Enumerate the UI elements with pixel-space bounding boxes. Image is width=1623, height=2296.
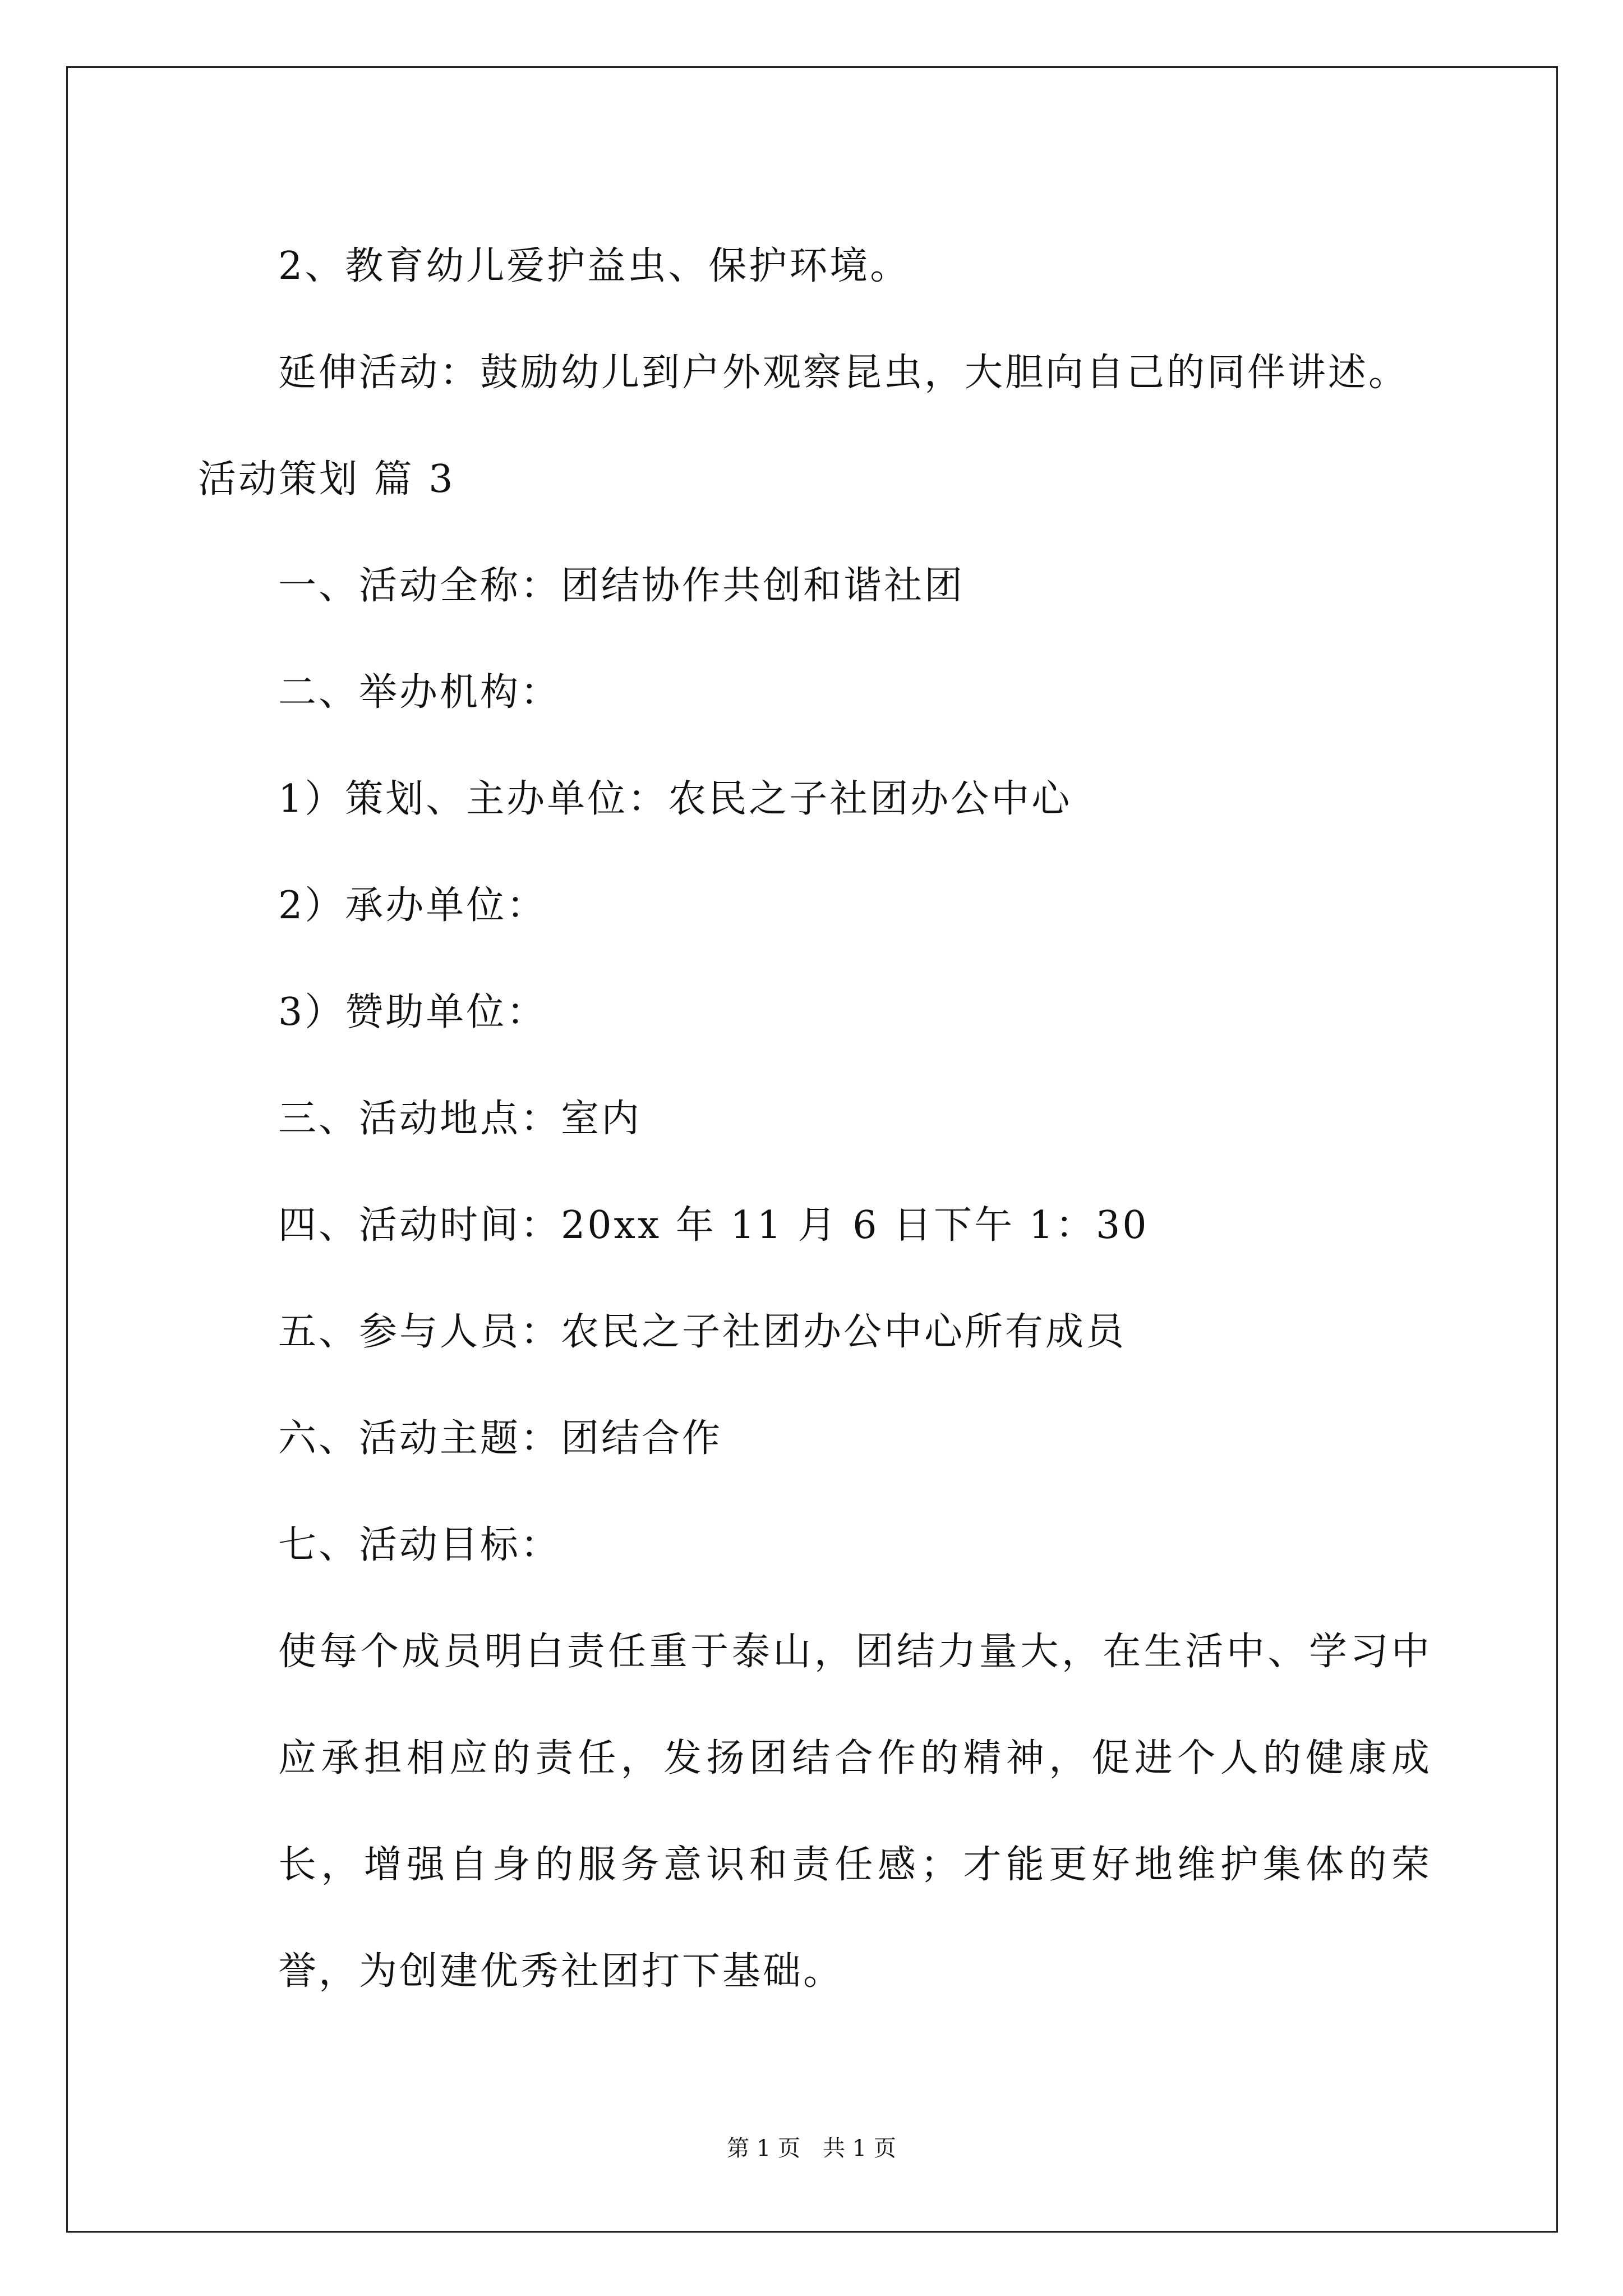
- paragraph-1: 2、教育幼儿爱护益虫、保护环境。: [278, 244, 911, 288]
- paragraph-4: 一、活动全称：团结协作共创和谐社团: [278, 564, 965, 608]
- section-heading: 活动策划 篇 3: [198, 457, 455, 501]
- paragraph-11: 五、参与人员：农民之子社团办公中心所有成员: [278, 1310, 1127, 1354]
- paragraph-7: 2）承办单位：: [278, 884, 547, 928]
- paragraph-5: 二、举办机构：: [278, 670, 561, 715]
- paragraph-13: 七、活动目标：: [278, 1523, 561, 1567]
- paragraph-12: 六、活动主题：团结合作: [278, 1416, 723, 1461]
- paragraph-2: 延伸活动：鼓励幼儿到户外观察昆虫，大胆向自己的同伴讲述。: [278, 351, 1409, 395]
- paragraph-6: 1）策划、主办单位：农民之子社团办公中心: [278, 777, 1072, 821]
- paragraph-goal-body: 使每个成员明白责任重于泰山，团结力量大，在生活中、学习中应承担相应的责任，发扬团结合作的精神，促进个人的健康成长，增强自身的服务意识和责任感；才能更好地维护集体的荣誉，为创建优秀社团打下基础。: [278, 1630, 1432, 1994]
- document-body: [198, 213, 1432, 2025]
- paragraph-8: 3）赞助单位：: [278, 990, 547, 1034]
- paragraph-10: 四、活动时间：20xx 年 11 月 6 日下午 1：30: [278, 1203, 1149, 1248]
- page-footer: 第 1 页 共 1 页: [727, 2136, 896, 2161]
- paragraph-9: 三、活动地点：室内: [278, 1097, 642, 1141]
